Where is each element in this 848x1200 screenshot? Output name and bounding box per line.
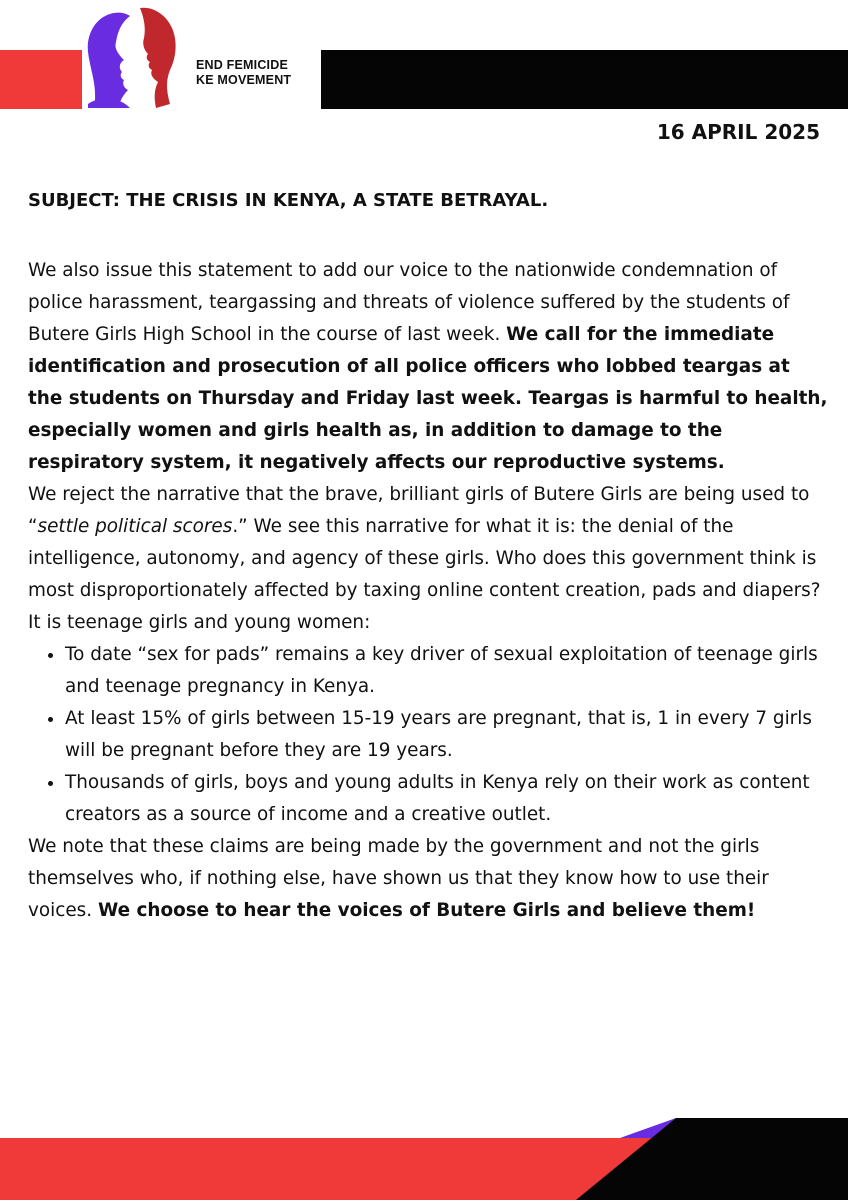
paragraph-2-before: We reject the narrative that the brave, brilliant girls of Butere Girls are being used to “: [28, 484, 810, 537]
statement-body: [28, 255, 828, 927]
paragraph-3-text: We note that these claims are being made by the government and not the girls themselves who, if nothing else, have shown us that they know how to use their voices.: [28, 836, 769, 921]
org-name-line2: KE MOVEMENT: [196, 73, 292, 87]
paragraph-3: [28, 831, 828, 927]
bullet-list: [28, 639, 828, 831]
organization-name: [196, 58, 291, 88]
list-item: • To date “sex for pads” remains a key driver of sexual exploitation of teenage girls and teenage pregnancy in Kenya.: [65, 639, 828, 703]
letterhead: [0, 0, 848, 140]
paragraph-2-italic: settle political scores: [37, 516, 233, 537]
org-name-line1: END FEMICIDE: [196, 58, 288, 72]
header-black-bar: [321, 50, 848, 109]
three-women-profiles-logo: [78, 4, 188, 116]
list-item: • At least 15% of girls between 15-19 years are pregnant, that is, 1 in every 7 girls will be pregnant before they are 19 years.: [65, 703, 828, 767]
paragraph-2-after: .” We see this narrative for what it is: the denial of the intelligence, autonomy, and agency of these girls. Who does this government think is most disproportionately affected by taxing online content creation, pads and diapers? It is teenage girls and young women:: [28, 516, 821, 633]
subject-heading: SUBJECT: THE CRISIS IN KENYA, A STATE BETRAYAL.: [28, 190, 549, 211]
paragraph-1: [28, 255, 828, 479]
paragraph-2: [28, 479, 828, 639]
header-red-bar: [0, 50, 82, 109]
statement-date: 16 APRIL 2025: [656, 120, 820, 144]
footer-band: [0, 1118, 848, 1200]
paragraph-3-bold: We choose to hear the voices of Butere Girls and believe them!: [97, 900, 756, 921]
paragraph-1-text: We also issue this statement to add our voice to the nationwide condemnation of police harassment, teargassing and threats of violence suffered by the students of Butere Girls High School in the course of last week.: [28, 260, 790, 345]
paragraph-1-bold: We call for the immediate identification and prosecution of all police officers who lobbed teargas at the students on Thursday and Friday last week. Teargas is harmful to health, especially women and girls health as, in addition to damage to the respiratory system, it negatively affects our reproductive systems.: [28, 324, 828, 473]
list-item: • Thousands of girls, boys and young adults in Kenya rely on their work as content creators as a source of income and a creative outlet.: [65, 767, 828, 831]
